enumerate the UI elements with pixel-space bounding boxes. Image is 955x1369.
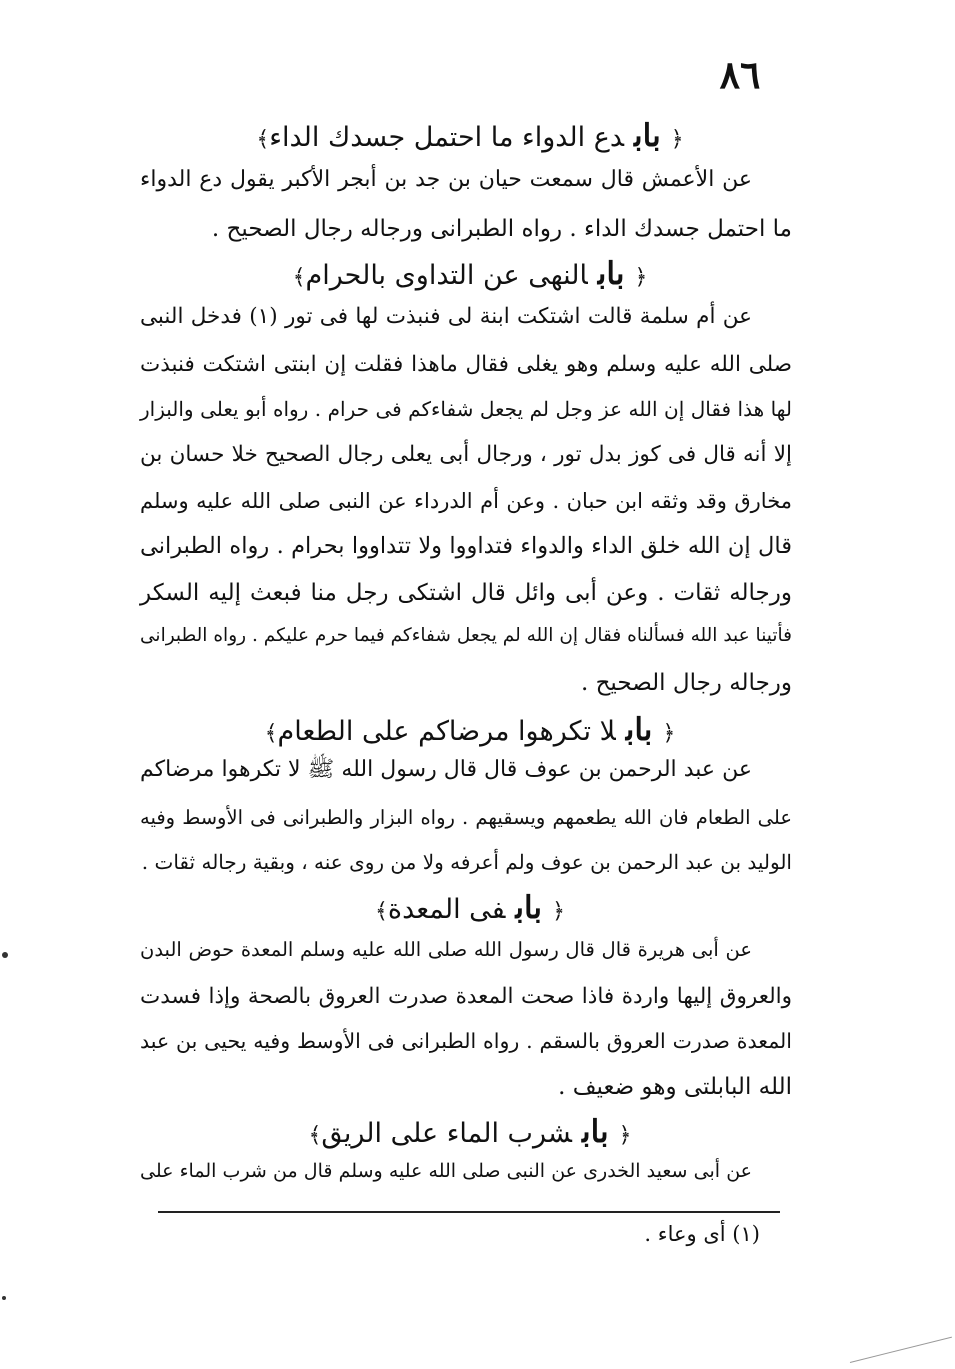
- text-line: عن أبى هريرة قال قال رسول الله صلى الله عليه وسلم المعدة حوض البدن: [140, 938, 752, 961]
- section-heading: [140, 1114, 800, 1151]
- section-title: فى المعدة: [387, 894, 506, 925]
- bab-label: باب: [515, 890, 543, 926]
- ornament-bracket-close: ﴾: [375, 899, 388, 924]
- text-line: لها هذا فقال إن الله عز وجل لم يجعل شفاءكم فى حرام . رواه أبو يعلى والبزار: [140, 397, 792, 421]
- text-line: عن الأعمش قال سمعت حيان بن جد بن أبجر الأكبر يقول دع الدواء: [140, 167, 752, 192]
- text-line: الله البابلتى وهو ضعيف .: [558, 1074, 792, 1100]
- text-line: ورجاله رجال الصحيح .: [580, 670, 792, 696]
- footnote-divider: [158, 1211, 780, 1213]
- scan-speck: [2, 952, 8, 958]
- text-line: قال إن الله خلق الداء والدواء فتداووا ولا تتداووا بحرام . رواه الطبرانى: [140, 533, 792, 559]
- ornament-bracket-open: ﴿: [552, 899, 565, 924]
- footnote: (١) أى وعاء .: [644, 1222, 760, 1246]
- text-line: الوليد بن عبد الرحمن بن عوف ولم أعرفه ولا من روى عنه ، وبقية رجاله ثقات .: [141, 850, 792, 874]
- section-heading: [140, 256, 800, 293]
- page-number: ٨٦: [719, 52, 761, 97]
- ornament-bracket-open: ﴿: [634, 265, 648, 290]
- section-title: شرب الماء على الريق: [321, 1118, 572, 1149]
- ornament-bracket-open: ﴿: [670, 127, 684, 152]
- scan-speck: [2, 1296, 6, 1300]
- section-title: النهى عن التداوى بالحرام: [305, 260, 588, 291]
- bab-label: باب: [634, 118, 661, 154]
- scan-edge-line: [850, 1337, 952, 1363]
- text-line: فأتينا عبد الله فسألناه فقال إن الله لم يجعل شفاءكم فيما حرم عليكم . رواه الطبرانى: [140, 625, 792, 646]
- text-line: المعدة صدرت العروق بالسقم . رواه الطبرانى فى الأوسط وفيه يحيى بن عبد: [140, 1029, 792, 1053]
- text-line: عن أم سلمة قالت اشتكت ابنة لى فنبذت لها فى تور (١) فدخل النبى: [140, 304, 752, 329]
- ornament-bracket-open: ﴿: [662, 721, 676, 746]
- text-line: على الطعام فان الله يطعمهم ويسقيهم . رواه البزار والطبرانى فى الأوسط وفيه: [140, 806, 792, 829]
- section-heading: [140, 890, 800, 927]
- ornament-bracket-open: ﴿: [618, 1123, 632, 1148]
- text-line: مخارق وقد وثقه ابن حبان . وعن أم الدرداء عن النبى صلى الله عليه وسلم: [140, 489, 792, 513]
- bab-label: باب: [625, 712, 653, 748]
- ornament-bracket-close: ﴾: [264, 721, 278, 746]
- text-line: ما احتمل جسدك الداء . رواه الطبرانى ورجاله رجال الصحيح .: [211, 216, 792, 242]
- text-line: إلا أنه قال فى كوز بدل تور ، ورجال أبى يعلى رجال الصحيح خلا حسان بن: [140, 442, 792, 467]
- ornament-bracket-close: ﴾: [292, 265, 306, 290]
- text-line: صلى الله عليه وسلم وهو يغلى فقال ماهذا فقلت إن ابنتى اشتكت فنبذت: [140, 352, 792, 377]
- text-line: والعروق إليها واردة فاذا صحت المعدة صدرت العروق بالصحة وإذا فسدت: [140, 984, 792, 1009]
- section-heading: [140, 712, 800, 749]
- section-title: لا تكرهوا مرضاكم على الطعام: [277, 716, 616, 747]
- bab-label: باب: [597, 256, 625, 292]
- bab-label: باب: [581, 1114, 609, 1150]
- ornament-bracket-close: ﴾: [308, 1123, 322, 1148]
- ornament-bracket-close: ﴾: [256, 127, 270, 152]
- text-line: ورجاله ثقات . وعن أبى وائل قال اشتكى رجل منا فبعث إليه السكر: [140, 580, 792, 606]
- section-title: دع الدواء ما احتمل جسدك الداء: [269, 122, 624, 153]
- text-line: عن أبى سعيد الخدرى عن النبى صلى الله عليه وسلم قال من شرب الماء على: [140, 1160, 752, 1182]
- section-heading: [140, 118, 800, 155]
- text-line: عن عبد الرحمن بن عوف قال قال رسول الله ﷺ لا تكرهوا مرضاكم: [140, 757, 752, 782]
